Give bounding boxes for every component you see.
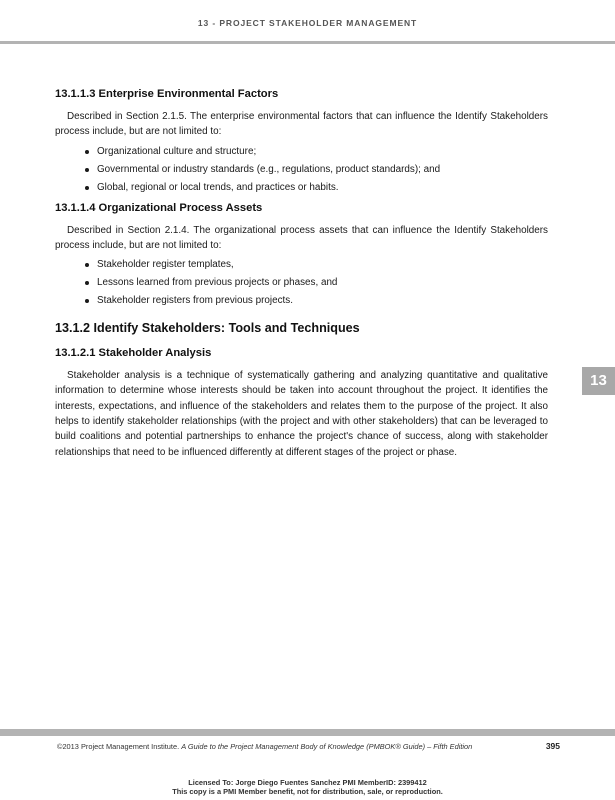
- list-item: [85, 182, 548, 194]
- chapter-tab: 13: [582, 367, 615, 395]
- section-paragraph-eef: Described in Section 2.1.5. The enterprise environmental factors that can influence the Identify Stakeholders process include, but are not limited to:: [55, 111, 548, 138]
- bullet-icon: [85, 168, 89, 172]
- footer-copyright: ©2013 Project Management Institute.: [57, 742, 180, 751]
- list-item-text: Stakeholder registers from previous projects.: [97, 295, 293, 307]
- license-line: Licensed To: Jorge Diego Fuentes Sanchez PMI MemberID: 2399412: [188, 778, 427, 787]
- running-header: [0, 0, 615, 44]
- bullet-icon: [85, 150, 89, 154]
- bullet-icon: [85, 186, 89, 190]
- footer-divider: [0, 729, 615, 736]
- license-line: This copy is a PMI Member benefit, not for distribution, sale, or reproduction.: [172, 786, 443, 796]
- section-paragraph-analysis: Stakeholder analysis is a technique of systematically gathering and analyzing quantitative and qualitative information to determine whose interests should be taken into account throughout the project. It identifies the interests, expectations, and influence of the stakeholders and relates them to the purpose of the project. It also helps to identify stakeholder relationships (with the project and with other stakeholders) that can be leveraged to build coalitions and potential partnerships to enhance the project's chance of success, along with stakeholder relationships that need to be influenced differently at different stages of the project or phase.: [55, 370, 548, 458]
- list-item: [85, 164, 548, 176]
- list-item: [85, 146, 548, 158]
- running-header-title: 13 - PROJECT STAKEHOLDER MANAGEMENT: [197, 18, 418, 28]
- bullet-icon: [85, 299, 89, 303]
- list-item-text: Lessons learned from previous projects or phases, and: [97, 277, 338, 289]
- page-content: [55, 80, 548, 466]
- bullet-icon: [85, 281, 89, 285]
- section-heading-tools: 13.1.2 Identify Stakeholders: Tools and Techniques: [55, 321, 360, 336]
- list-item-text: Stakeholder register templates,: [97, 259, 234, 271]
- list-item: [85, 259, 548, 271]
- section-paragraph-opa: Described in Section 2.1.4. The organizational process assets that can influence the Identify Stakeholders process include, but are not limited to:: [55, 224, 548, 251]
- page-number: 395: [545, 741, 560, 751]
- list-item: [85, 277, 548, 289]
- bullet-list-opa: [55, 259, 548, 307]
- footer-book-title: A Guide to the Project Management Body of Knowledge (PMBOK® Guide) – Fifth Edition: [181, 742, 473, 751]
- bullet-icon: [85, 263, 89, 267]
- footer-citation: [57, 742, 472, 751]
- list-item-text: Organizational culture and structure;: [97, 145, 257, 157]
- section-heading-analysis: 13.1.2.1 Stakeholder Analysis: [55, 347, 212, 360]
- license-notice: [0, 779, 615, 796]
- list-item: [85, 295, 548, 307]
- list-item-text: Global, regional or local trends, and practices or habits.: [97, 181, 339, 193]
- section-heading-opa: 13.1.1.4 Organizational Process Assets: [55, 201, 263, 214]
- list-item-text: Governmental or industry standards (e.g., regulations, product standards); and: [97, 163, 441, 175]
- bullet-list-eef: [55, 146, 548, 194]
- section-heading-eef: 13.1.1.3 Enterprise Environmental Factors: [55, 88, 279, 100]
